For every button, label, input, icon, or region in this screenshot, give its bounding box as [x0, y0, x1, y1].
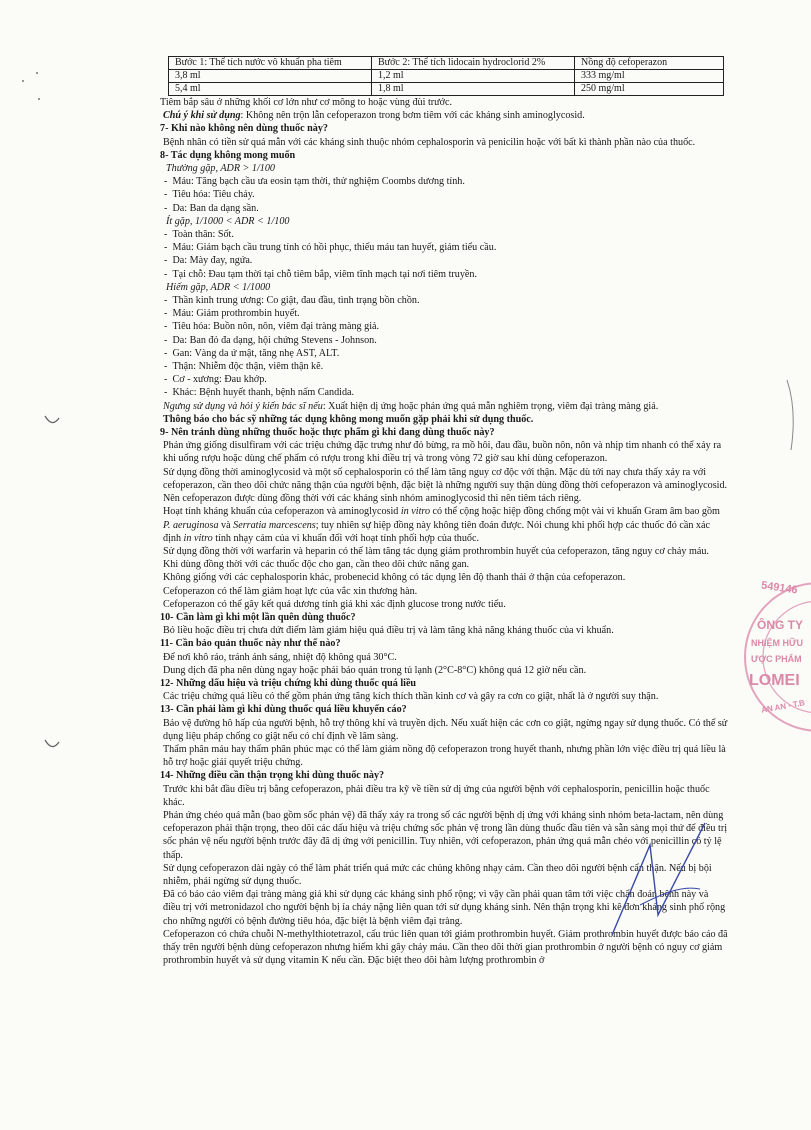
- text-run: tính nhạy cảm của vi khuẩn đối với hoạt tính phối hợp của thuốc.: [212, 532, 480, 544]
- signature-mark: [600, 815, 710, 945]
- section-11-paragraph: Dung dịch đã pha nên dùng ngay hoặc phải bảo quản trong tủ lạnh (2°C-8°C) không quá 12 giờ nếu cần.: [163, 664, 587, 676]
- text-run: ; tuy nhiên sự hiệp đồng này không tiên đoán được. Nói chung khi phối hợp các thuốc đó cần xác định: [163, 519, 710, 544]
- stop-use-note: [160, 400, 728, 413]
- section-9-title: 9- Nên tránh dùng những thuốc hoặc thực phẩm gì khi đang dùng thuốc này?: [160, 427, 495, 439]
- section-14-paragraph: Đã có báo cáo viêm đại tràng màng giả khi sử dụng các kháng sinh phổ rộng; vì vậy cần phải quan tâm tới việc chẩn đoán bệnh này và điều trị với metronidazol cho người bệnh bị ỉa chảy nặng liên quan tới sử dụng kháng sinh. Nên thận trọng khi kê đơn kháng sinh phổ rộng cho những người có bệnh đường tiêu hóa, đặc biệt là bệnh viêm đại tràng.: [163, 889, 726, 927]
- section-9-paragraph: Phản ứng giống disulfiram với các triệu chứng đặc trưng như đỏ bừng, ra mồ hôi, đau đầu, buồn nôn, nôn và nhịp tim nhanh có thể xảy ra khi uống rượu hoặc dùng chế phẩm có rượu trong khi điều trị và trong vòng 72 giờ sau khi dùng cefoperazon.: [163, 440, 722, 465]
- frequency-group-uncommon: Ít gặp, 1/1000 < ADR < 1/100: [166, 215, 290, 227]
- company-stamp: [741, 572, 811, 742]
- list-item: - Toàn thân: Sốt.: [160, 228, 728, 241]
- table-cell: 1,8 ml: [372, 83, 575, 96]
- stamp-line: LOMEI: [749, 672, 800, 689]
- list-item: - Da: Ban đỏ đa dạng, hội chứng Stevens - Johnson.: [160, 334, 728, 347]
- section-12-text: Các triệu chứng quá liều có thể gồm phản ứng tăng kích thích thần kinh cơ và gây ra cơn co giật, nhất là ở người suy thận.: [163, 691, 659, 703]
- table-cell: 1,2 ml: [372, 70, 575, 83]
- speck: [38, 98, 40, 100]
- list-item: - Thận: Nhiễm độc thận, viêm thận kẽ.: [160, 360, 728, 373]
- list-item: - Khác: Bệnh huyết thanh, bệnh nấm Candida.: [160, 386, 728, 399]
- section-9-paragraph: Sử dụng đồng thời với warfarin và heparin có thể làm tăng tác dụng giảm prothrombin huyết của cefoperazon, tăng nguy cơ chảy máu.: [163, 545, 709, 557]
- table-cell: 5,4 ml: [169, 83, 372, 96]
- section-11-title: 11- Cần bảo quản thuốc này như thế nào?: [160, 638, 341, 650]
- table-row: [169, 70, 724, 83]
- table-header-cell: Nồng độ cefoperazon: [575, 57, 724, 70]
- list-item: - Thần kinh trung ương: Co giật, đau đầu, tình trạng bồn chồn.: [160, 294, 728, 307]
- list-item: - Tiêu hóa: Buồn nôn, nôn, viêm đại tràng màng giả.: [160, 320, 728, 333]
- stop-use-label: Ngưng sử dụng và hỏi ý kiến bác sĩ nếu: [163, 400, 323, 412]
- section-8-title: 8- Tác dụng không mong muốn: [160, 149, 296, 161]
- list-item: - Da: Ban da dạng sần.: [160, 202, 728, 215]
- section-7-title: 7- Khi nào không nên dùng thuốc này?: [160, 123, 328, 135]
- frequency-group-common: Thường gặp, ADR > 1/100: [166, 163, 275, 175]
- stamp-line: ƯỢC PHẨM: [751, 654, 802, 664]
- list-item: - Da: Mày đay, ngứa.: [160, 254, 728, 267]
- table-cell: 3,8 ml: [169, 70, 372, 83]
- intro-line: Tiêm bắp sâu ở những khối cơ lớn như cơ mông to hoặc vùng đùi trước.: [160, 97, 453, 108]
- list-item: - Gan: Vàng da ứ mật, tăng nhẹ AST, ALT.: [160, 347, 728, 360]
- text-run-italic: Serratia marcescens: [233, 519, 316, 531]
- list-item: - Máu: Tăng bạch cầu ưa eosin tạm thời, thử nghiệm Coombs dương tính.: [160, 175, 728, 188]
- section-9-paragraph: Cefoperazon có thể gây kết quả dương tính giả khi xác định glucose trong nước tiểu.: [163, 598, 506, 610]
- text-run-italic: P. aeruginosa: [163, 519, 219, 531]
- section-13-paragraph: Thẩm phân máu hay thẩm phân phúc mạc có thể làm giảm nồng độ cefoperazon trong huyết thanh, nhưng phần lớn việc điều trị quá liều là hỗ trợ hoặc giải quyết triệu chứng.: [163, 743, 726, 769]
- section-14-paragraph: Cefoperazon có chứa chuỗi N-methylthiotetrazol, cấu trúc liên quan tới giảm prothrombin huyết. Giảm prothrombin huyết được báo cáo đã thấy trên người bệnh dùng cefoperazon nhưng hiếm khi gây chảy máu. Cần theo dõi thời gian prothrombin ở người bệnh có nguy cơ giảm prothrombin huyết và sử dụng vitamin K nếu cần. Đặc biệt theo dõi hàm lượng prothrombin ở: [163, 928, 728, 967]
- section-13-paragraph: Bảo vệ đường hô hấp của người bệnh, hỗ trợ thông khí và truyền dịch. Nếu xuất hiện các cơn co giật, ngừng ngay sử dụng thuốc. Có thể sử dụng liệu pháp chống co giật nếu có chỉ định về lâm sàng.: [163, 717, 728, 742]
- stop-use-text: : Xuất hiện dị ứng hoặc phản ứng quá mẫn nghiêm trọng, viêm đại tràng màng giả.: [322, 400, 659, 412]
- section-9-paragraph: Khi dùng đồng thời với các thuốc độc cho gan, cần theo dõi chức năng gan.: [163, 559, 470, 571]
- text-run-italic: in vitro: [400, 506, 431, 518]
- frequency-group-rare: Hiếm gặp, ADR < 1/1000: [166, 281, 271, 293]
- stamp-line: NHIỆM HỮU: [751, 638, 803, 648]
- speck: [22, 80, 24, 82]
- section-14-paragraph: Phản ứng chéo quá mẫn (bao gồm sốc phản vệ) đã thấy xảy ra trong số các người bệnh dị ứng với kháng sinh nhóm beta-lactam, nên dùng cefoperazon phải thận trọng, theo dõi các dấu hiệu và triệu chứng sốc phản vệ trong lần dùng thuốc đầu tiên và sẵn sàng mọi thứ để điều trị sốc phản vệ nếu người bệnh trước đây đã dị ứng với penicillin. Tuy nhiên, với cefoperazon, phản ứng quá mẫn chéo với penicillin có tỷ lệ thấp.: [163, 809, 728, 861]
- text-run: có thể cộng hoặc hiệp đồng chống một vài vi khuẩn Gram âm bao gồm: [430, 506, 720, 518]
- section-14-paragraph: Sử dụng cefoperazon dài ngày có thể làm phát triển quá mức các chủng không nhạy cảm. Cần theo dõi người bệnh cẩn thận. Nếu bị bội nhiễm, phải ngừng sử dụng thuốc.: [163, 862, 712, 887]
- usage-note-text: : Không nên trộn lẫn cefoperazon trong bơm tiêm với các kháng sinh aminoglycosid.: [240, 110, 585, 122]
- stamp-code: 549146: [760, 579, 799, 597]
- punch-hole-icon: [44, 738, 60, 752]
- section-13-title: 13- Cần phải làm gì khi dùng thuốc quá liều khuyến cáo?: [160, 704, 407, 716]
- table-cell: 333 mg/ml: [575, 70, 724, 83]
- section-11-paragraph: Để nơi khô ráo, tránh ánh sáng, nhiệt độ không quá 30°C.: [163, 651, 397, 663]
- table-cell: 250 mg/ml: [575, 83, 724, 96]
- stamp-line: AN AN - T.B: [760, 698, 806, 715]
- text-run-italic: in vitro: [183, 532, 213, 544]
- dilution-table: [168, 56, 724, 96]
- list-item: - Tại chỗ: Đau tạm thời tại chỗ tiêm bắp, viêm tĩnh mạch tại nơi tiêm truyền.: [160, 268, 728, 281]
- table-row: [169, 83, 724, 96]
- text-run: Hoạt tính kháng khuẩn của cefoperazon và aminoglycosid: [163, 506, 401, 518]
- table-header-cell: Bước 2: Thể tích lidocain hydroclorid 2%: [372, 57, 575, 70]
- section-14-paragraph: Trước khi bắt đầu điều trị bằng cefoperazon, phải điều tra kỹ về tiền sử dị ứng của người bệnh với cephalosporin, penicillin hoặc thuốc khác.: [163, 783, 710, 808]
- section-9-paragraph: Không giống với các cephalosporin khác, probenecid không có tác dụng lên độ thanh thải ở thận của cefoperazon.: [163, 572, 626, 584]
- section-12-title: 12- Những dấu hiệu và triệu chứng khi dùng thuốc quá liều: [160, 677, 417, 689]
- list-item: - Tiêu hóa: Tiêu chảy.: [160, 188, 728, 201]
- list-item: - Máu: Giảm prothrombin huyết.: [160, 307, 728, 320]
- usage-note: [160, 109, 728, 122]
- section-10-title: 10- Cần làm gì khi một lần quên dùng thuốc?: [160, 611, 356, 623]
- scan-edge-mark: [785, 380, 799, 460]
- table-header-row: [169, 57, 724, 70]
- punch-hole-icon: [44, 414, 60, 428]
- text-run: và: [218, 519, 234, 531]
- section-14-title: 14- Những điều cần thận trọng khi dùng thuốc này?: [160, 770, 385, 782]
- section-7-text: Bệnh nhân có tiền sử quá mẫn với các kháng sinh thuộc nhóm cephalosporin và penicilin hoặc với bất kì thành phần nào của thuốc.: [163, 136, 696, 148]
- stamp-line: ÔNG TY: [757, 618, 804, 632]
- table-header-cell: Bước 1: Thể tích nước vô khuẩn pha tiêm: [169, 57, 372, 70]
- list-item: - Máu: Giảm bạch cầu trung tính có hồi phục, thiếu máu tan huyết, giảm tiểu cầu.: [160, 241, 728, 254]
- notify-doctor: Thông báo cho bác sỹ những tác dụng không mong muốn gặp phải khi sử dụng thuốc.: [163, 413, 534, 425]
- section-9-paragraph: Cefoperazon có thể làm giảm hoạt lực của vắc xin thương hàn.: [163, 585, 418, 597]
- usage-note-label: Chú ý khi sử dụng: [163, 110, 241, 122]
- section-9-paragraph: [160, 505, 728, 545]
- section-9-paragraph: Sử dụng đồng thời aminoglycosid và một số cephalosporin có thể làm tăng nguy cơ độc với thận. Mặc dù tới nay chưa thấy xảy ra với cefoperazon, cần theo dõi chức năng thận của người bệnh, đặc biệt là những người suy thận dùng đồng thời cefoperazon và aminoglycosid. Nên cefoperazon được dùng đồng thời với các kháng sinh nhóm aminoglycosid thì nên tiêm tách riêng.: [163, 466, 728, 505]
- list-item: - Cơ - xương: Đau khớp.: [160, 373, 728, 386]
- speck: [36, 72, 38, 74]
- section-10-text: Bỏ liều hoặc điều trị chưa dứt điểm làm giảm hiệu quả điều trị và làm tăng khả năng kháng thuốc của vi khuẩn.: [163, 625, 614, 637]
